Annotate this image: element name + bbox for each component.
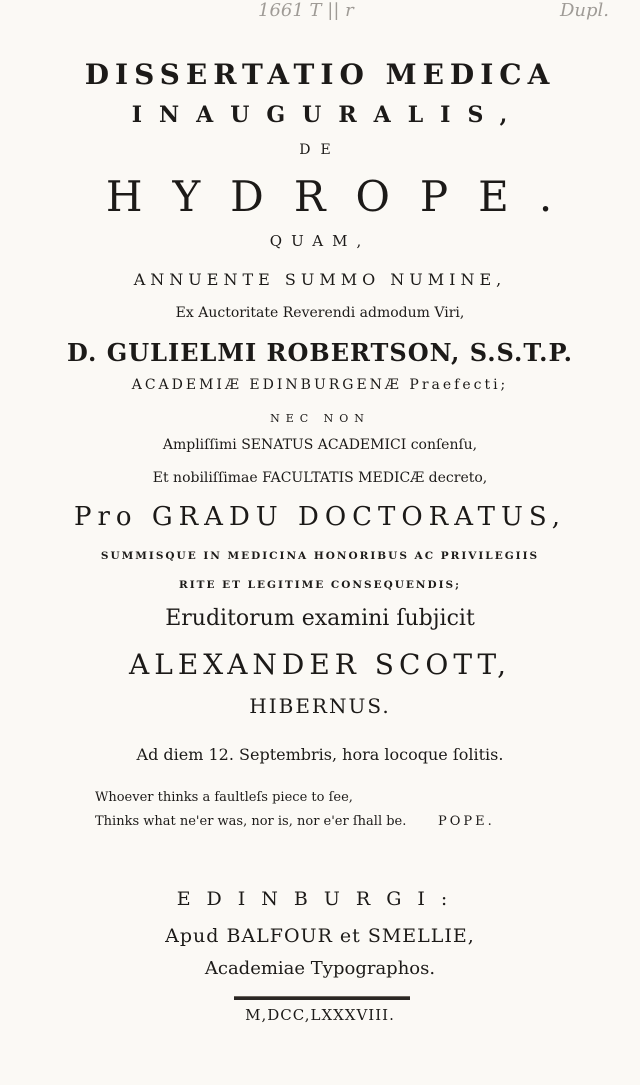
facultatis-line: Et nobiliſſimae FACULTATIS MEDICÆ decreto,	[152, 470, 488, 486]
title-line-2: INAUGURALIS,	[131, 102, 525, 128]
author-name: ALEXANDER SCOTT,	[129, 648, 511, 681]
honoribus-line: SUMMISQUE IN MEDICINA HONORIBUS AC PRIVILEGIIS	[100, 550, 540, 562]
rector-name: D. GULIELMI ROBERTSON, S.S.T.P.	[67, 338, 573, 367]
gradu-line: Pro GRADU DOCTORATUS,	[73, 502, 567, 532]
author-origin: HIBERNUS.	[249, 694, 391, 718]
imprint-rule	[234, 996, 410, 1000]
imprint-year: M,DCC,LXXXVIII.	[245, 1006, 395, 1024]
quam-line: QUAM,	[269, 232, 371, 250]
date-line: Ad diem 12. Septembris, hora locoque ſolitis.	[136, 745, 504, 764]
eruditorum-line: Eruditorum examini ſubjicit	[165, 606, 475, 631]
imprint-city: EDINBURGI:	[176, 888, 464, 910]
rite-line: RITE ET LEGITIME CONSEQUENDIS;	[179, 579, 461, 591]
title-line-3: DE	[299, 142, 341, 158]
annuente-line: ANNUENTE SUMMO NUMINE,	[133, 270, 507, 289]
handwritten-note: Dupl.	[560, 0, 610, 21]
auctoritate-line: Ex Auctoritate Reverendi admodum Viri,	[175, 305, 465, 321]
title-line-1: DISSERTATIO MEDICA	[84, 58, 556, 91]
imprint-printers: Apud BALFOUR et SMELLIE,	[165, 925, 475, 947]
handwritten-shelfmark: 1661 T || r	[258, 0, 354, 21]
imprint-typographos: Academiae Typographos.	[204, 958, 436, 979]
nec-non-line: NEC NON	[270, 412, 370, 425]
epigraph-line-1: Whoever thinks a faultleſs piece to ſee,	[95, 790, 353, 805]
epigraph-line-2: Thinks what ne'er was, nor is, nor e'er ſhall be.	[95, 814, 407, 829]
academiae-line: ACADEMIÆ EDINBURGENÆ Praefecti;	[131, 377, 509, 393]
title-line-4: HYDROPE.	[105, 172, 583, 221]
senatus-line: Ampliſſimi SENATUS ACADEMICI conſenſu,	[162, 437, 478, 453]
epigraph-attribution: POPE.	[438, 814, 495, 829]
